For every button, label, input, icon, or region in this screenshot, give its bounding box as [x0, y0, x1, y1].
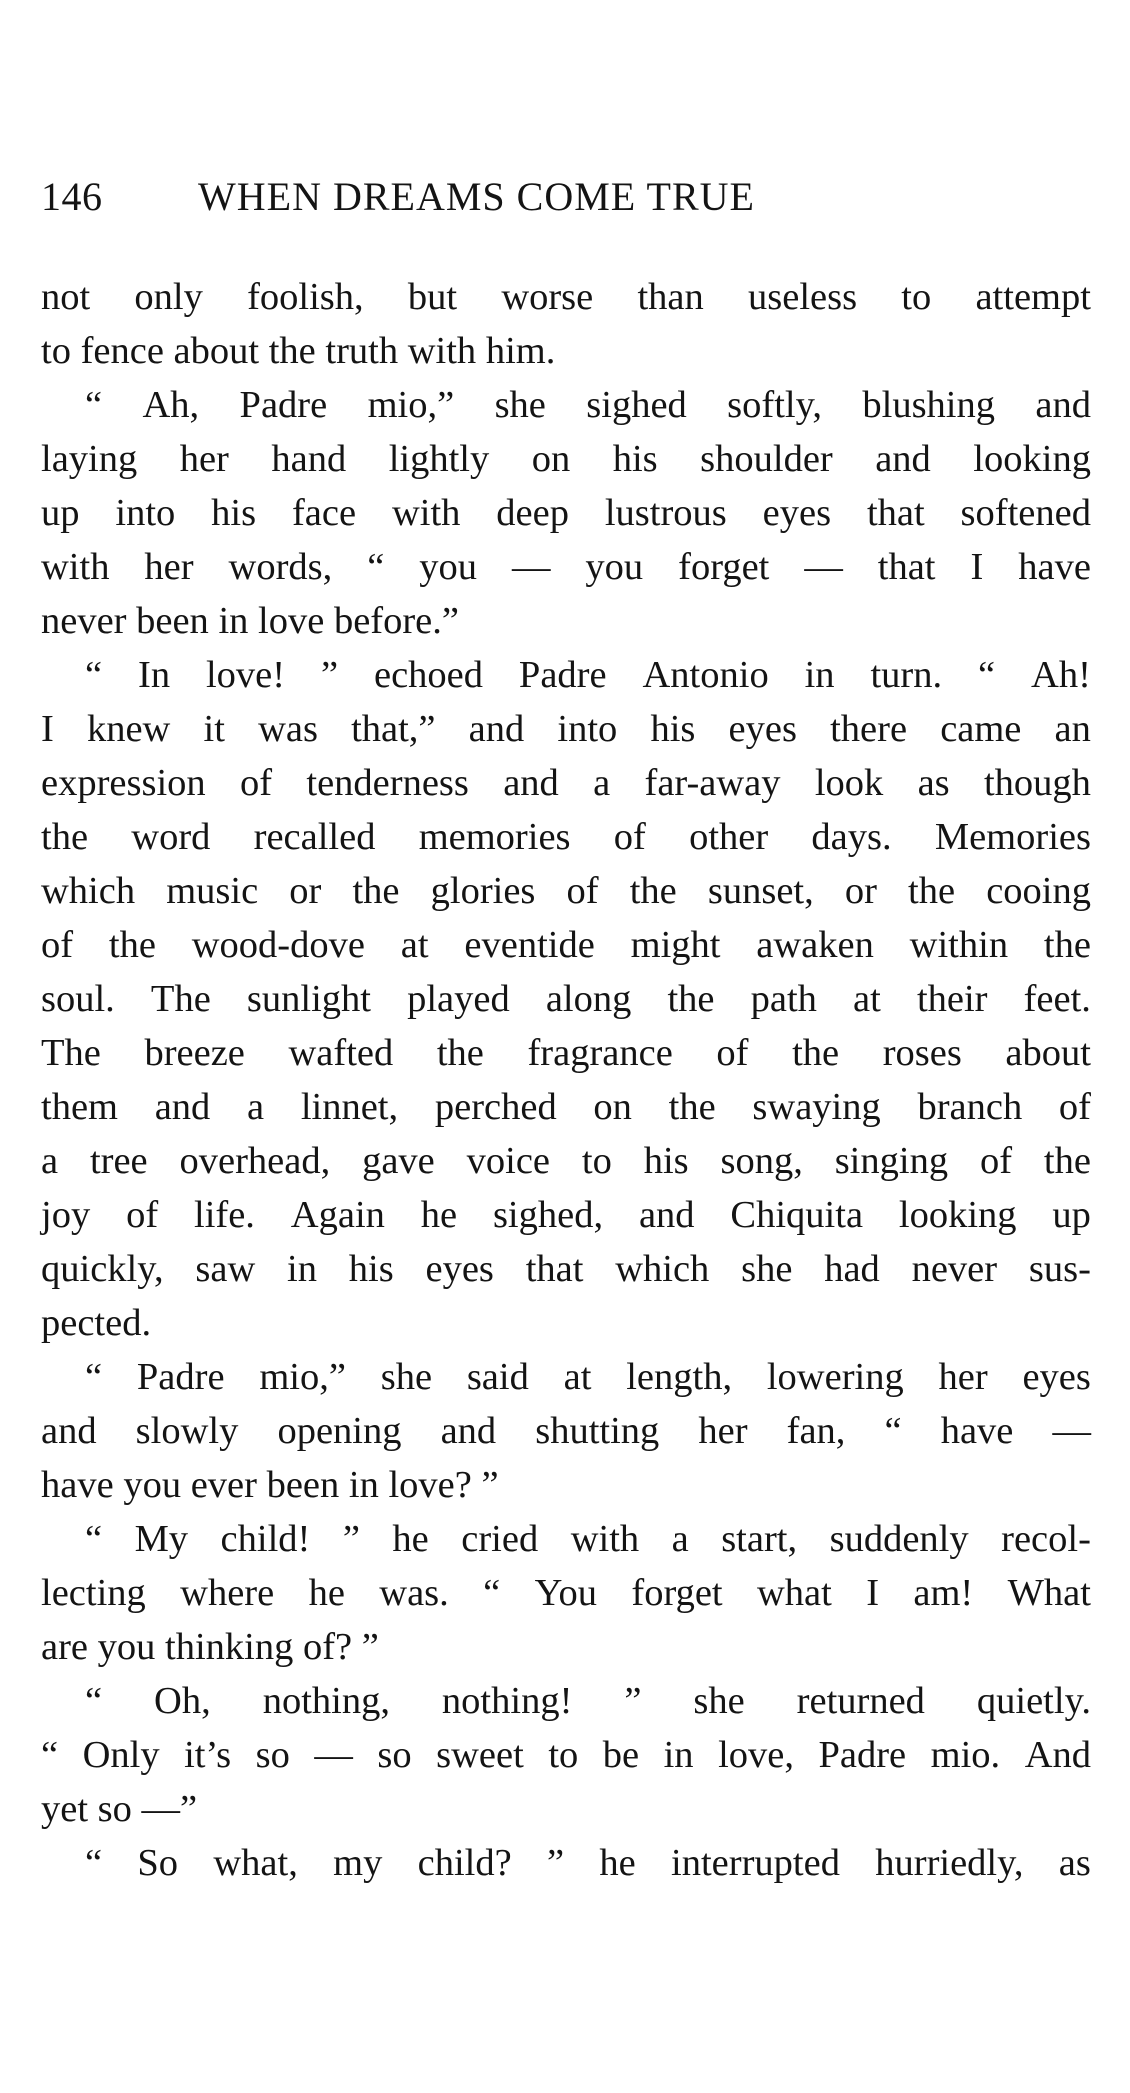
text-line: of the wood-dove at eventide might awaken within the — [41, 924, 1091, 966]
page-number: 146 — [41, 174, 103, 219]
text-line: “ Only it’s so — so sweet to be in love, Padre mio. And — [41, 1734, 1091, 1776]
text-line: “ My child! ” he cried with a start, suddenly recol- — [85, 1518, 1091, 1560]
text-line: joy of life. Again he sighed, and Chiquita looking up — [41, 1194, 1091, 1236]
text-line: “ Padre mio,” she said at length, lowering her eyes — [85, 1356, 1091, 1398]
text-line: a tree overhead, gave voice to his song, singing of the — [41, 1140, 1091, 1182]
text-line: “ So what, my child? ” he interrupted hurriedly, as — [85, 1842, 1091, 1884]
text-line: yet so —” — [41, 1788, 198, 1830]
text-line: The breeze wafted the fragrance of the roses about — [41, 1032, 1091, 1074]
text-line: the word recalled memories of other days. Memories — [41, 816, 1091, 858]
text-line: lecting where he was. “ You forget what I am! What — [41, 1572, 1091, 1614]
text-line: soul. The sunlight played along the path at their feet. — [41, 978, 1091, 1020]
text-line: them and a linnet, perched on the swaying branch of — [41, 1086, 1091, 1128]
text-line: expression of tenderness and a far-away look as though — [41, 762, 1091, 804]
text-line: I knew it was that,” and into his eyes there came an — [41, 708, 1091, 750]
text-line: and slowly opening and shutting her fan, “ have — — [41, 1410, 1091, 1452]
text-line: quickly, saw in his eyes that which she had never sus- — [41, 1248, 1091, 1290]
text-line: up into his face with deep lustrous eyes that softened — [41, 492, 1091, 534]
text-line: which music or the glories of the sunset, or the cooing — [41, 870, 1091, 912]
text-line: never been in love before.” — [41, 600, 459, 642]
text-line: “ Ah, Padre mio,” she sighed softly, blushing and — [85, 384, 1091, 426]
text-line: with her words, “ you — you forget — that I have — [41, 546, 1091, 588]
running-title: WHEN DREAMS COME TRUE — [198, 174, 755, 219]
text-line: pected. — [41, 1302, 152, 1344]
text-line: to fence about the truth with him. — [41, 330, 556, 372]
text-line: “ In love! ” echoed Padre Antonio in turn. “ Ah! — [85, 654, 1091, 696]
body-text — [41, 270, 1091, 1890]
text-line: “ Oh, nothing, nothing! ” she returned quietly. — [85, 1680, 1091, 1722]
text-line: are you thinking of? ” — [41, 1626, 379, 1668]
text-line: not only foolish, but worse than useless to attempt — [41, 276, 1091, 318]
text-line: laying her hand lightly on his shoulder and looking — [41, 438, 1091, 480]
text-line: have you ever been in love? ” — [41, 1464, 499, 1506]
running-head — [41, 173, 901, 221]
